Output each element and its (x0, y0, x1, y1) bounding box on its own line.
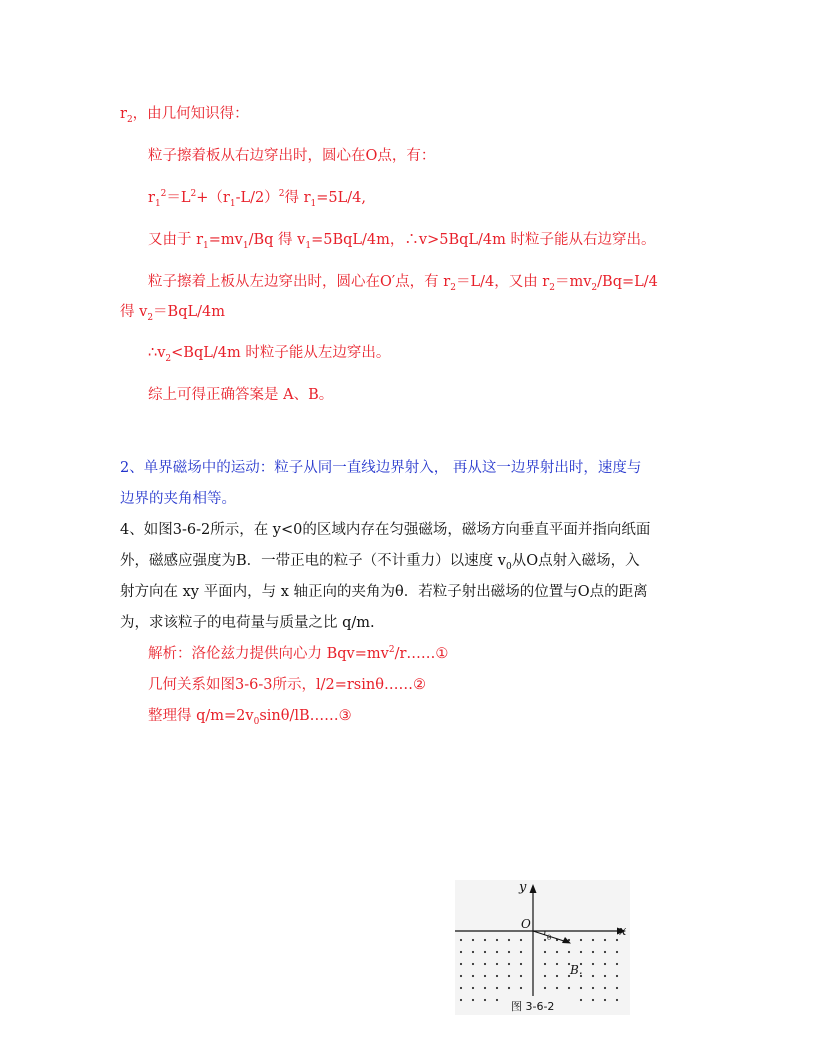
text-line-6: 得 $v_2=BqL/4m$ (120, 304, 225, 323)
field-dot (508, 939, 510, 941)
field-dot (472, 987, 474, 989)
field-label: B. (570, 963, 583, 977)
field-dot (604, 975, 606, 977)
field-dot (460, 987, 462, 989)
solution-line-3: 整理得 $q/m=2v_0\sin\theta/lB\dots\dots ③$ (148, 708, 352, 727)
field-dot (484, 939, 486, 941)
field-dot (580, 999, 582, 1001)
field-dot (544, 963, 546, 965)
field-dot (520, 975, 522, 977)
field-dot (592, 963, 594, 965)
field-dot (472, 999, 474, 1001)
field-dot (496, 939, 498, 941)
figure-3-6-2 (455, 880, 630, 1015)
field-dot (484, 951, 486, 953)
field-dot (604, 951, 606, 953)
field-dot (520, 963, 522, 965)
field-dot (604, 987, 606, 989)
field-dot (556, 987, 558, 989)
field-dot (592, 999, 594, 1001)
field-dot (604, 939, 606, 941)
field-dot (544, 951, 546, 953)
text-line-8: 综上可得正确答案是 A、B。 (148, 387, 334, 403)
angle-label: θ (547, 934, 552, 942)
field-dot (592, 987, 594, 989)
field-dot (616, 951, 618, 953)
field-dot (496, 951, 498, 953)
text-line-4: 又由于 $r_1=mv_1/Bq$ 得 $v_1=5BqL/4m$，∴v>5BqL/4m 时粒子能从右边穿出。 (148, 232, 656, 251)
field-dot (508, 987, 510, 989)
field-dot (496, 999, 498, 1001)
field-dot (460, 963, 462, 965)
text-line-5: 粒子擦着上板从左边穿出时，圆心在O′点，有 $r_2=L/4$，又由 $r_2=mv_2/Bq=L/4$ (148, 274, 658, 293)
field-dot (484, 975, 486, 977)
field-dot (460, 939, 462, 941)
field-dot (580, 939, 582, 941)
field-dot (580, 987, 582, 989)
field-dot (496, 963, 498, 965)
field-dot (484, 987, 486, 989)
field-dot (496, 975, 498, 977)
field-dot (484, 999, 486, 1001)
field-dot (592, 975, 594, 977)
field-dot (616, 975, 618, 977)
solution-line-1: 解析：洛伦兹力提供向心力 $Bqv=mv^2/r\dots\dots ①$ (148, 645, 449, 662)
field-dot (616, 987, 618, 989)
field-dot (472, 951, 474, 953)
field-dot (460, 951, 462, 953)
problem-line-3: 射方向在 xy 平面内，与 x 轴正向的夹角为θ．若粒子射出磁场的位置与O点的距离 (120, 584, 648, 600)
field-dot (544, 975, 546, 977)
problem-line-4: 为，求该粒子的电荷量与质量之比 q/m. (120, 615, 375, 631)
section-heading-line-2: 边界的夹角相等。 (120, 491, 236, 507)
field-dot (616, 939, 618, 941)
figure-caption: 图 3-6-2 (511, 1000, 555, 1013)
field-dot (604, 999, 606, 1001)
problem-line-2: 外，磁感应强度为B．一带正电的粒子（不计重力）以速度 $v_0$从O点射入磁场，入 (120, 553, 640, 572)
field-dot (568, 987, 570, 989)
origin-label: O (521, 917, 531, 931)
field-dot (616, 963, 618, 965)
text-line-2: 粒子擦着板从右边穿出时，圆心在O点，有： (148, 148, 436, 164)
field-dot (520, 939, 522, 941)
text-line-7: $\therefore v_2<BqL/4m$ 时粒子能从左边穿出。 (148, 345, 391, 364)
field-dot (556, 963, 558, 965)
field-dot (508, 963, 510, 965)
field-dot (520, 951, 522, 953)
field-dot (580, 951, 582, 953)
field-dot (508, 975, 510, 977)
field-dot (460, 999, 462, 1001)
field-dot (472, 963, 474, 965)
field-dot (520, 987, 522, 989)
text-line-1: $r_2$，由几何知识得： (120, 106, 249, 125)
section-heading-line-1: 2、单界磁场中的运动：粒子从同一直线边界射入， 再从这一边界射出时，速度与 (120, 460, 642, 476)
field-dot (556, 975, 558, 977)
field-dot (496, 987, 498, 989)
field-dot (592, 951, 594, 953)
field-dot (568, 951, 570, 953)
field-dot (472, 975, 474, 977)
field-dot (592, 939, 594, 941)
field-dot (556, 951, 558, 953)
magnetic-field-diagram (455, 880, 630, 1015)
problem-line-1: 4、如图3-6-2所示，在 y<0的区域内存在匀强磁场，磁场方向垂直平面并指向纸面 (120, 522, 651, 538)
field-dot (616, 999, 618, 1001)
field-dot (604, 963, 606, 965)
field-dot (472, 939, 474, 941)
field-dot (460, 975, 462, 977)
field-dot (544, 987, 546, 989)
solution-line-2: 几何关系如图3-6-3所示，l/2=rsinθ……② (148, 677, 426, 693)
field-dot (544, 939, 546, 941)
field-dot (508, 951, 510, 953)
x-axis-label: x (619, 924, 627, 939)
field-dot (484, 963, 486, 965)
y-axis-label: y (519, 880, 527, 895)
text-line-3: $r_1^2=L^2+(r_1-L/2)^2$得 $r_1=5L/4$, (148, 189, 366, 209)
